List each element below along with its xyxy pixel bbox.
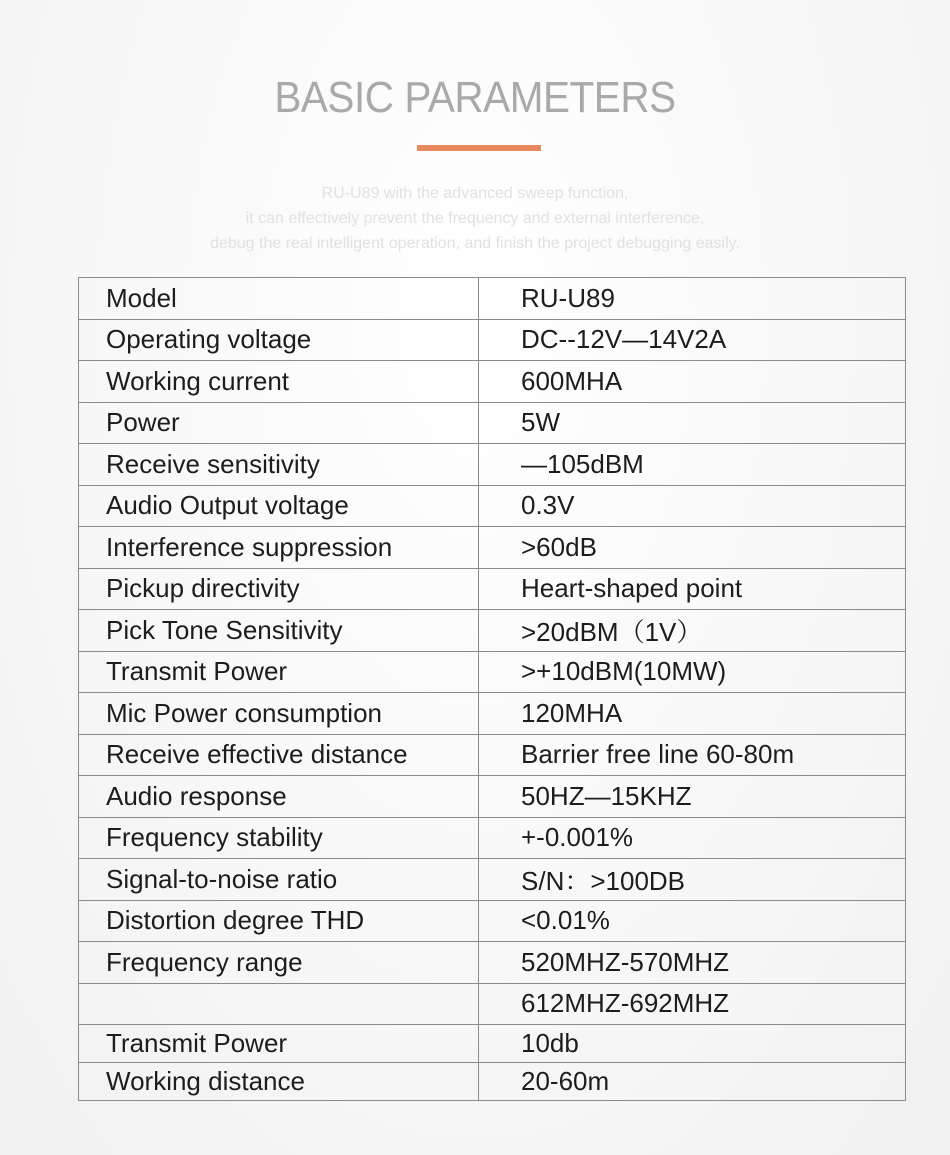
spec-row xyxy=(79,1063,906,1101)
spec-label: Operating voltage xyxy=(79,319,479,361)
spec-row xyxy=(79,859,906,901)
spec-row xyxy=(79,693,906,735)
spec-value: >+10dBM(10MW) xyxy=(479,651,906,693)
spec-value: >60dB xyxy=(479,527,906,569)
spec-label: Mic Power consumption xyxy=(79,693,479,735)
description xyxy=(0,181,950,256)
spec-row xyxy=(79,485,906,527)
spec-label: Power xyxy=(79,402,479,444)
spec-value: <0.01% xyxy=(479,900,906,942)
spec-label: Receive sensitivity xyxy=(79,444,479,486)
spec-label: Working distance xyxy=(79,1063,479,1101)
spec-row xyxy=(79,527,906,569)
spec-value: Barrier free line 60-80m xyxy=(479,734,906,776)
description-line: debug the real intelligent operation, and finish the project debugging easily. xyxy=(210,235,740,252)
spec-value: 120MHA xyxy=(479,693,906,735)
spec-label: Distortion degree THD xyxy=(79,900,479,942)
spec-row xyxy=(79,1025,906,1063)
spec-value: —105dBM xyxy=(479,444,906,486)
spec-value: +-0.001% xyxy=(479,817,906,859)
spec-row xyxy=(79,361,906,403)
spec-label xyxy=(79,983,479,1025)
spec-row xyxy=(79,402,906,444)
spec-value: 20-60m xyxy=(479,1063,906,1101)
spec-row xyxy=(79,319,906,361)
spec-label: Transmit Power xyxy=(79,1025,479,1063)
spec-label: Frequency range xyxy=(79,942,479,984)
spec-row xyxy=(79,942,906,984)
spec-row xyxy=(79,817,906,859)
spec-label: Audio response xyxy=(79,776,479,818)
description-line: RU-U89 with the advanced sweep function, xyxy=(321,185,629,202)
spec-row xyxy=(79,734,906,776)
spec-label: Model xyxy=(79,278,479,320)
spec-value: DC--12V—14V2A xyxy=(479,319,906,361)
spec-row xyxy=(79,776,906,818)
spec-label: Pickup directivity xyxy=(79,568,479,610)
description-line: it can effectively prevent the frequency and external interference, xyxy=(245,210,705,227)
spec-row xyxy=(79,444,906,486)
spec-label: Receive effective distance xyxy=(79,734,479,776)
spec-value: RU-U89 xyxy=(479,278,906,320)
spec-row xyxy=(79,651,906,693)
spec-label: Frequency stability xyxy=(79,817,479,859)
spec-row xyxy=(79,278,906,320)
spec-value: 10db xyxy=(479,1025,906,1063)
spec-row xyxy=(79,610,906,652)
title-accent-bar xyxy=(417,145,541,151)
spec-label: Working current xyxy=(79,361,479,403)
spec-label: Signal-to-noise ratio xyxy=(79,859,479,901)
spec-value: Heart-shaped point xyxy=(479,568,906,610)
spec-value: >20dBM（1V） xyxy=(479,610,906,652)
spec-row xyxy=(79,568,906,610)
spec-value: 0.3V xyxy=(479,485,906,527)
spec-value: 600MHA xyxy=(479,361,906,403)
spec-label: Interference suppression xyxy=(79,527,479,569)
spec-label: Pick Tone Sensitivity xyxy=(79,610,479,652)
spec-value: S/N：>100DB xyxy=(479,859,906,901)
spec-value: 612MHZ-692MHZ xyxy=(479,983,906,1025)
spec-row xyxy=(79,900,906,942)
spec-label: Audio Output voltage xyxy=(79,485,479,527)
spec-label: Transmit Power xyxy=(79,651,479,693)
spec-value: 520MHZ-570MHZ xyxy=(479,942,906,984)
spec-row xyxy=(79,983,906,1025)
spec-value: 5W xyxy=(479,402,906,444)
spec-value: 50HZ—15KHZ xyxy=(479,776,906,818)
page-title: BASIC PARAMETERS xyxy=(274,73,676,122)
spec-table xyxy=(78,277,906,1101)
